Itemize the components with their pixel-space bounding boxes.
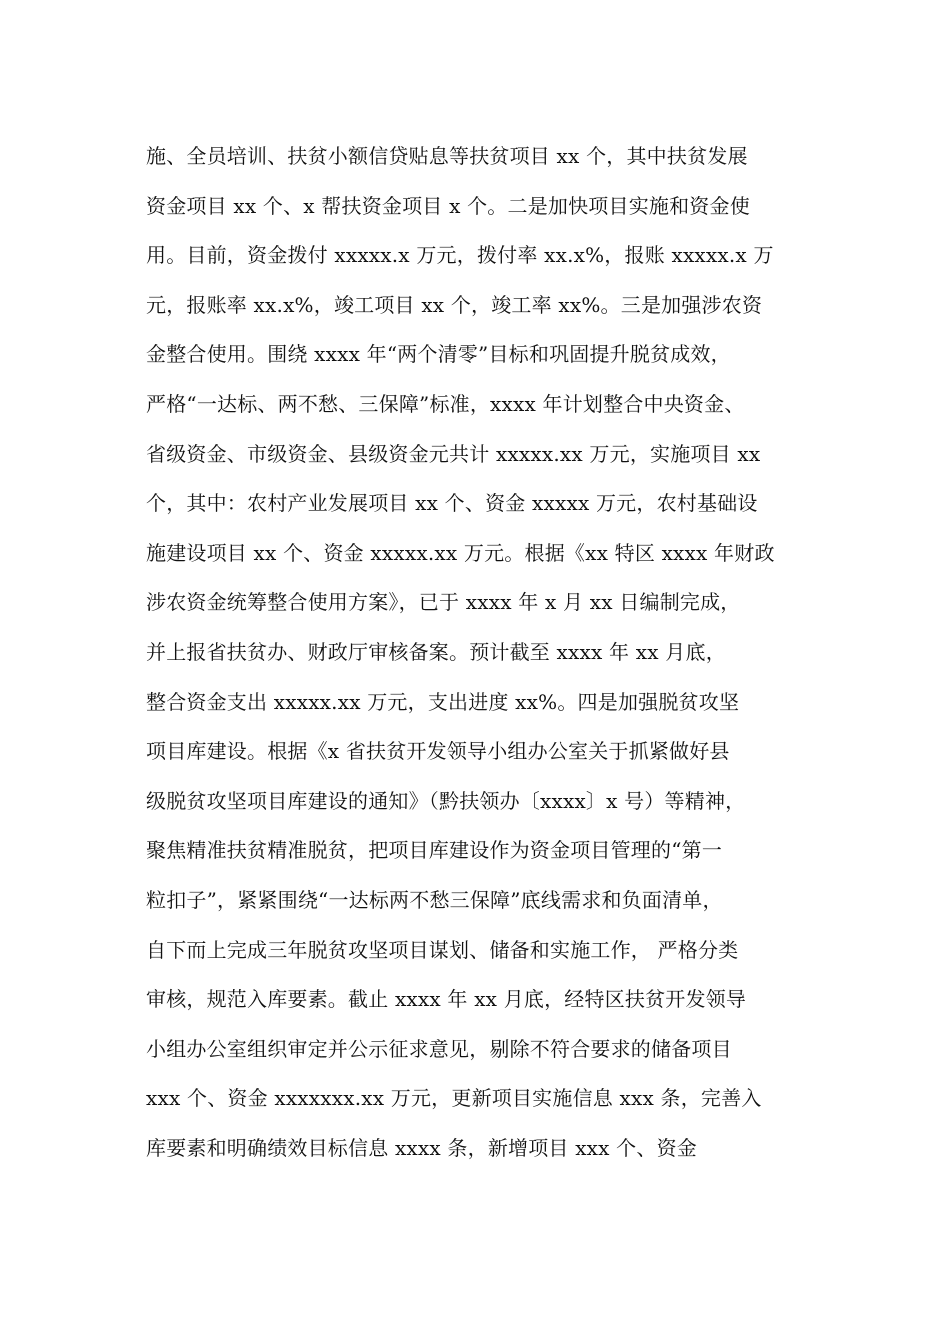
body-text <box>146 132 826 1173</box>
text-line: 用。目前，资金拨付 xxxxx.x 万元，拨付率 xx.x%，报账 xxxxx.x 万 <box>146 243 774 268</box>
text-line: 施建设项目 xx 个、资金 xxxxx.xx 万元。根据《xx 特区 xxxx 年财政 <box>146 540 775 565</box>
text-line: 严格“一达标、两不愁、三保障”标准，xxxx 年计划整合中央资金、 <box>146 391 745 416</box>
text-line: 个，其中：农村产业发展项目 xx 个、资金 xxxxx 万元，农村基础设 <box>146 491 758 516</box>
text-line: 施、全员培训、扶贫小额信贷贴息等扶贫项目 xx 个，其中扶贫发展 <box>146 144 748 168</box>
text-line: 粒扣子”，紧紧围绕“一达标两不愁三保障”底线需求和负面清单， <box>146 887 723 912</box>
text-line: 库要素和明确绩效目标信息 xxxx 条，新增项目 xxx 个、资金 <box>146 1135 697 1160</box>
text-line: 整合资金支出 xxxxx.xx 万元，支出进度 xx%。四是加强脱贫攻坚 <box>146 689 740 714</box>
text-line: 元，报账率 xx.x%，竣工项目 xx 个，竣工率 xx%。三是加强涉农资 <box>146 292 763 317</box>
text-line: 省级资金、市级资金、县级资金元共计 xxxxx.xx 万元，实施项目 xx <box>146 441 761 466</box>
text-line: 自下而上完成三年脱贫攻坚项目谋划、储备和实施工作， 严格分类 <box>146 937 739 962</box>
text-line: 金整合使用。围绕 xxxx 年“两个清零”目标和巩固提升脱贫成效， <box>146 342 731 367</box>
text-line: 级脱贫攻坚项目库建设的通知》（黔扶领办〔xxxx〕x 号）等精神， <box>146 788 746 813</box>
text-line: 涉农资金统筹整合使用方案》，已于 xxxx 年 x 月 xx 日编制完成， <box>146 590 741 615</box>
text-line: xxx 个、资金 xxxxxxx.xx 万元，更新项目实施信息 xxx 条，完善入 <box>146 1086 762 1111</box>
text-line: 项目库建设。根据《x 省扶贫开发领导小组办公室关于抓紧做好县 <box>146 739 730 764</box>
text-line: 资金项目 xx 个、x 帮扶资金项目 x 个。二是加快项目实施和资金使 <box>146 193 750 218</box>
text-line: 小组办公室组织审定并公示征求意见，剔除不符合要求的储备项目 <box>146 1036 732 1061</box>
text-line: 审核，规范入库要素。截止 xxxx 年 xx 月底，经特区扶贫开发领导 <box>146 987 747 1012</box>
text-line: 聚焦精准扶贫精准脱贫，把项目库建设作为资金项目管理的“第一 <box>146 838 723 863</box>
text-line: 并上报省扶贫办、财政厅审核备案。预计截至 xxxx 年 xx 月底， <box>146 639 726 664</box>
